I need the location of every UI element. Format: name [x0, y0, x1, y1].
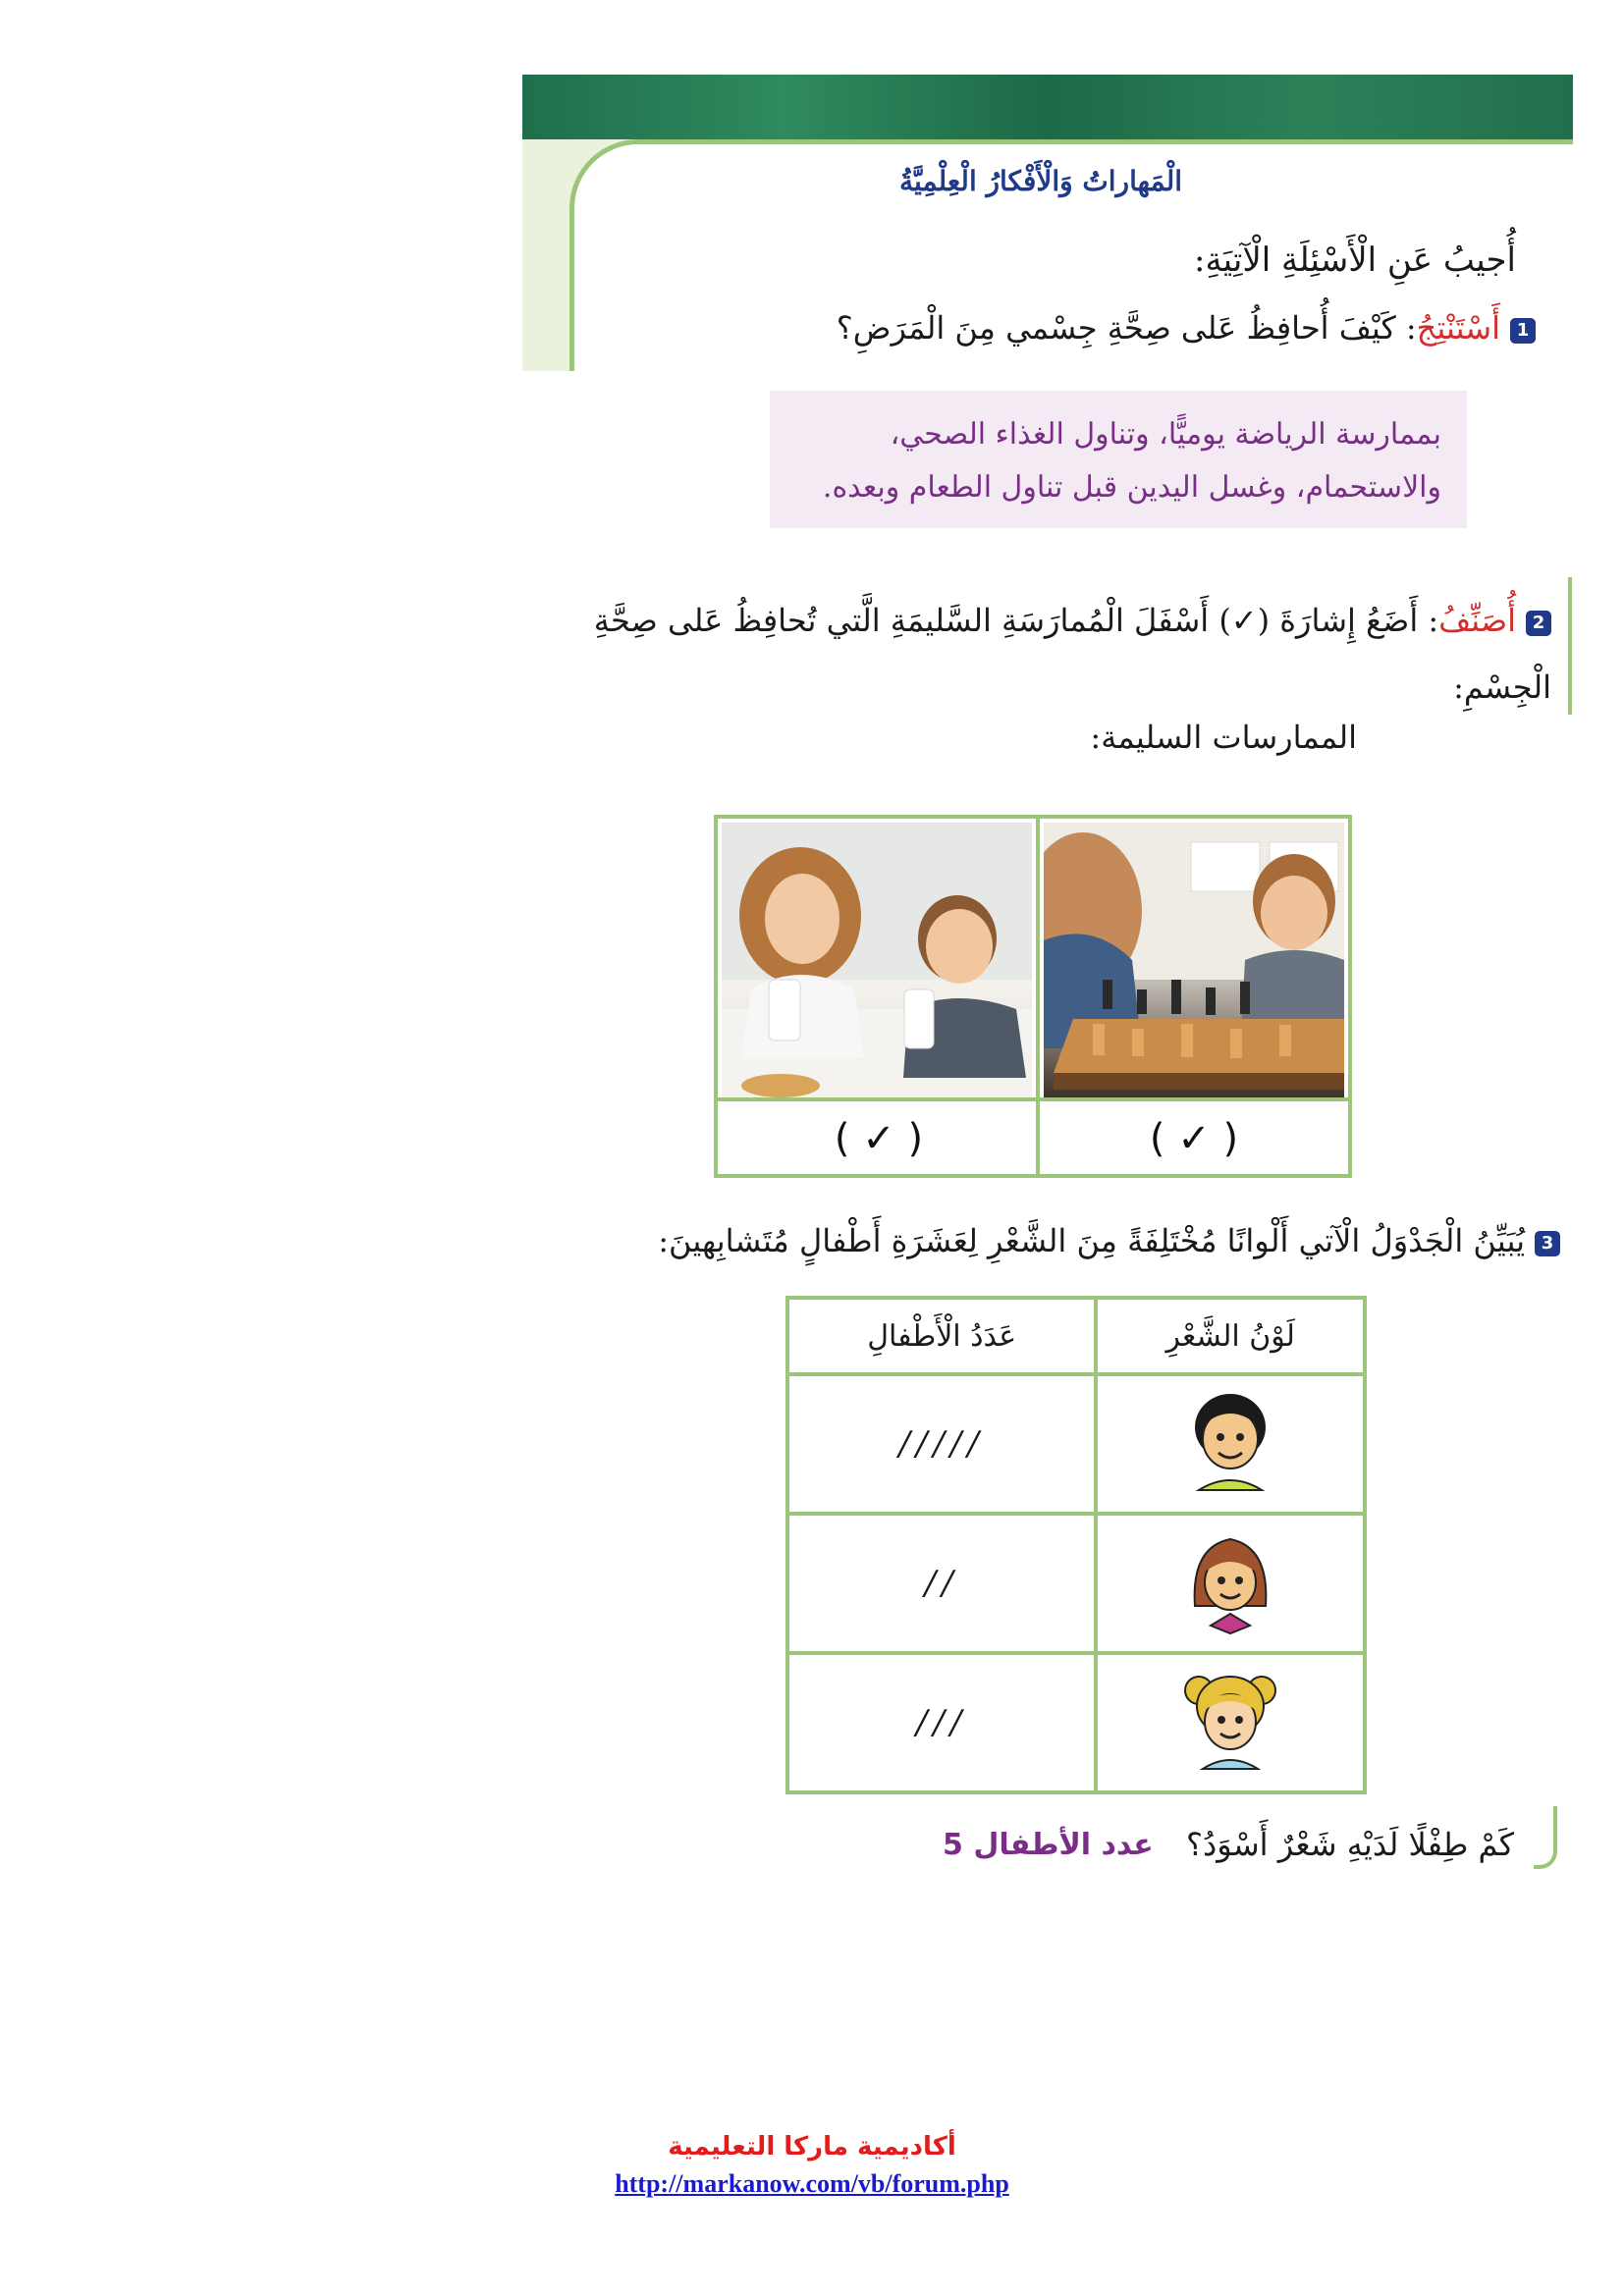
question-3	[658, 1222, 1560, 1259]
question-number-1: 1	[1510, 318, 1536, 344]
chess-boys-illustration	[1044, 823, 1344, 1097]
q1-answer-line-1: بممارسة الرياضة يوميًّا، وتناول الغذاء الصحي،	[890, 417, 1441, 452]
q1-text: : كَيْفَ أُحافِظُ عَلى صِحَّةِ جِسْمي مِنَ الْمَرَضِ؟	[836, 309, 1417, 347]
question-number-3: 3	[1535, 1231, 1560, 1256]
hair-cell	[1096, 1514, 1365, 1653]
section-corner	[1534, 1806, 1557, 1869]
hair-cell	[1096, 1653, 1365, 1792]
table-header-row	[787, 1298, 1365, 1374]
q2-keyword: أُصَنِّفُ	[1438, 602, 1516, 639]
footer-link[interactable]: http://markanow.com/vb/forum.php	[615, 2169, 1009, 2198]
table-row	[787, 1374, 1365, 1514]
milk-children-illustration	[722, 823, 1032, 1097]
count-header: عَدَدُ الْأَطْفالِ	[787, 1298, 1096, 1374]
q2-text: : أَضَعُ إِشارَةَ (✓) أَسْفَلَ الْمُمارَسَةِ السَّليمَةِ الَّتي تُحافِظُ عَلى صِحَّةِ الْجِسْمِ:	[593, 602, 1551, 706]
milk-children-image	[722, 823, 1032, 1097]
q2-heading: الممارسات السليمة:	[1090, 719, 1357, 756]
footer-academy-name: أكاديمية ماركا التعليمية	[668, 2132, 956, 2162]
hair-color-table	[785, 1296, 1367, 1794]
question-2	[550, 587, 1551, 721]
brown-hair-child-icon	[1181, 1527, 1279, 1635]
tally-black: /////	[898, 1424, 985, 1464]
tally-brown: //	[924, 1564, 959, 1603]
check-mark-left: ( ✓ )	[834, 1116, 924, 1161]
check-mark-right: ( ✓ )	[1149, 1116, 1239, 1161]
q3-question: كَمْ طِفْلًا لَدَيْهِ شَعْرٌ أَسْوَدُ؟	[1186, 1826, 1514, 1863]
q3-text: يُبَيِّنُ الْجَدْوَلُ الْآتي أَلْوانًا مُخْتَلِفَةً مِنَ الشَّعْرِ لِعَشَرَةِ أَطْفالٍ مُتَشابِهينَ:	[658, 1222, 1525, 1259]
chess-boys-image	[1044, 823, 1344, 1097]
question-1	[837, 309, 1536, 347]
q1-answer-line-2: والاستحمام، وغسل اليدين قبل تناول الطعام وبعده.	[822, 470, 1441, 505]
q1-answer-box	[770, 391, 1467, 528]
hair-cell	[1096, 1374, 1365, 1514]
header-banner	[522, 75, 1573, 139]
q3-answer: عدد الأطفال 5	[943, 1828, 1154, 1862]
black-hair-child-icon	[1181, 1388, 1279, 1496]
blonde-hair-child-icon	[1181, 1667, 1279, 1775]
tally-blonde: ///	[916, 1703, 968, 1742]
q2-margin-bar	[1568, 577, 1572, 715]
table-row	[787, 1653, 1365, 1792]
tally-cell	[787, 1653, 1096, 1792]
q1-keyword: أَسْتَنْتِجُ	[1416, 309, 1500, 347]
tally-cell	[787, 1374, 1096, 1514]
hair-header: لَوْنُ الشَّعْرِ	[1096, 1298, 1365, 1374]
tally-cell	[787, 1514, 1096, 1653]
question-number-2: 2	[1526, 611, 1551, 636]
section-title: الْمَهاراتُ وَالْأَفْكارُ الْعِلْمِيَّةُ	[899, 165, 1182, 197]
instruction-text: أُجيبُ عَنِ الْأَسْئِلَةِ الْآتِيَةِ:	[1193, 240, 1516, 280]
table-row	[787, 1514, 1365, 1653]
